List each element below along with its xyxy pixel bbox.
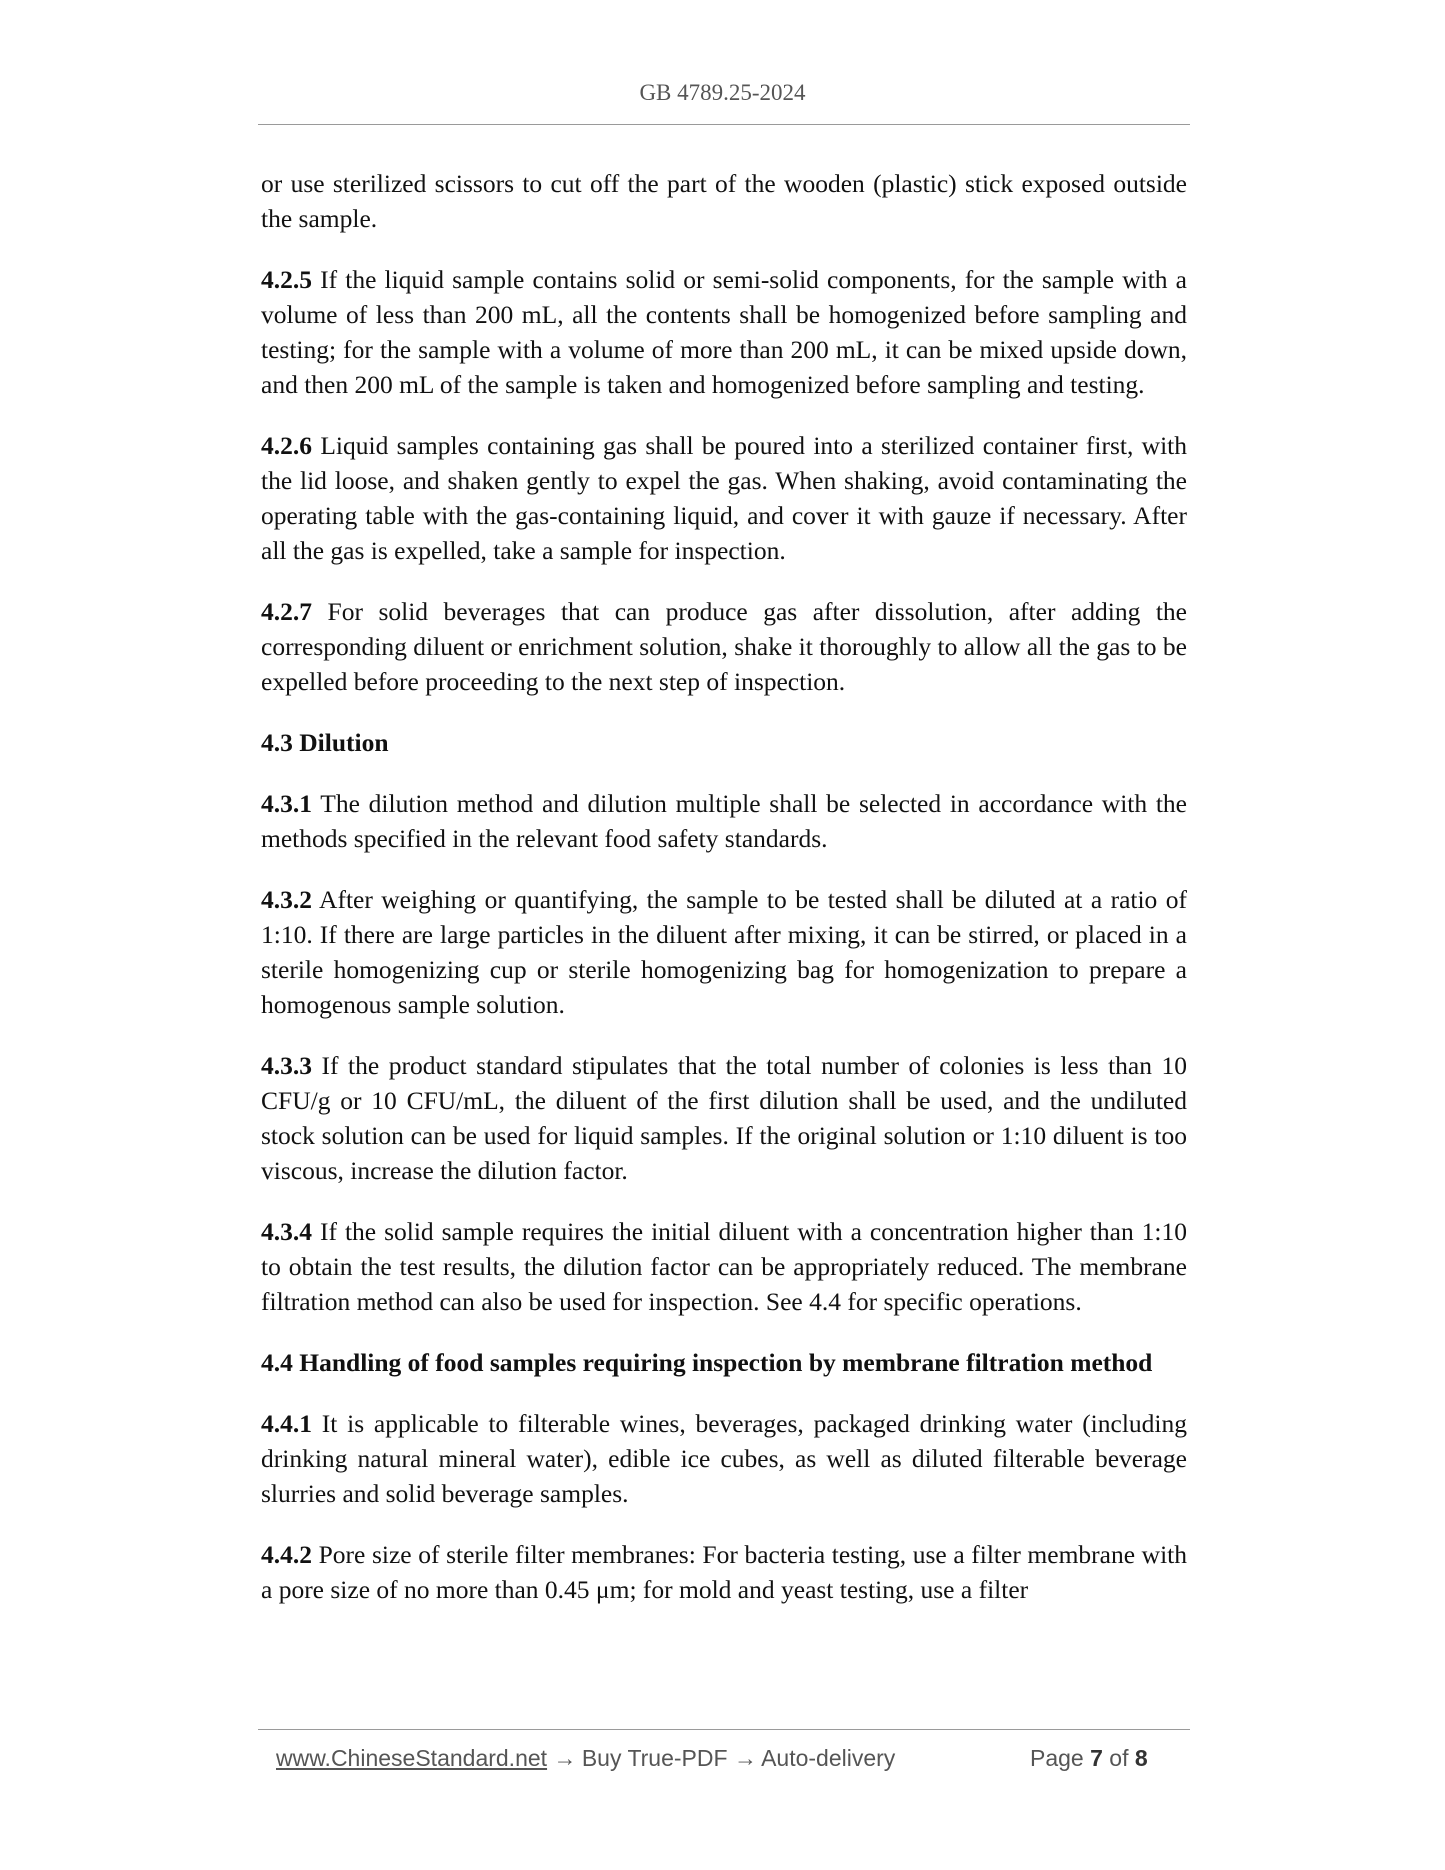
page-label: Page [1030,1745,1084,1771]
clause-4-3-1 [261,786,1187,856]
buy-pdf-link[interactable]: Buy True-PDF [581,1745,728,1771]
paragraph [261,166,1187,236]
section-heading-membrane-filtration: 4.4 Handling of food samples requiring inspection by membrane filtration method [261,1348,1153,1377]
document-body [261,166,1187,1633]
clause-number: 4.3.4 [261,1217,312,1246]
site-link[interactable]: www.ChineseStandard.net [276,1745,548,1771]
of-label: of [1109,1745,1129,1771]
clause-text: Pore size of sterile filter membranes: For bacteria testing, use a filter membrane with a pore size of no more than 0.45 μm; for mold and yeast testing, use a filter [261,1540,1187,1604]
clause-number: 4.4.2 [261,1540,312,1569]
clause-text: If the solid sample requires the initial diluent with a concentration higher than 1:10 to obtain the test results, the dilution factor can be appropriately reduced. The membrane filtration method can also be used for inspection. See 4.4 for specific operations. [261,1217,1188,1316]
page-footer [276,1745,1176,1781]
arrow-right-icon: → [553,1745,577,1771]
clause-4-2-7 [261,594,1187,699]
clause-4-2-5 [261,262,1187,402]
clause-number: 4.3.3 [261,1051,312,1080]
paragraph-text: or use sterilized scissors to cut off the part of the wooden (plastic) stick exposed outside the sample. [261,169,1187,233]
clause-text: Liquid samples containing gas shall be poured into a sterilized container first, with the lid loose, and shaken gently to expel the gas. When shaking, avoid contaminating the operating table with the gas-containing liquid, and cover it with gauze if necessary. After all the gas is expelled, take a sample for inspection. [261,431,1188,565]
clause-number: 4.4.1 [261,1409,312,1438]
clause-text: For solid beverages that can produce gas after dissolution, after adding the corresponding diluent or enrichment solution, shake it thoroughly to allow all the gas to be expelled before proceeding to the next step of inspection. [261,597,1188,696]
clause-number: 4.2.6 [261,431,312,460]
footer-divider [258,1729,1190,1730]
clause-4-4-2 [261,1537,1187,1607]
clause-number: 4.2.7 [261,597,312,626]
clause-text: If the liquid sample contains solid or semi-solid components, for the sample with a volume of less than 200 mL, all the contents shall be homogenized before sampling and testing; for the sample with a volume of more than 200 mL, it can be mixed upside down, and then 200 mL of the sample is taken and homogenized before sampling and testing. [261,265,1187,399]
clause-text: The dilution method and dilution multiple shall be selected in accordance with the methods specified in the relevant food safety standards. [261,789,1188,853]
clause-number: 4.3.2 [261,885,312,914]
clause-text: If the product standard stipulates that the total number of colonies is less than 10 CFU/g or 10 CFU/mL, the diluent of the first dilution shall be used, and the undiluted stock solution can be used for liquid samples. If the original solution or 1:10 diluent is too viscous, increase the dilution factor. [261,1051,1188,1185]
footer-links [276,1745,895,1772]
header-divider [258,124,1190,125]
clause-text: After weighing or quantifying, the sample to be tested shall be diluted at a ratio of 1:10. If there are large particles in the diluent after mixing, it can be stirred, or placed in a sterile homogenizing cup or sterile homogenizing bag for homogenization to prepare a homogenous sample solution. [261,885,1187,1019]
clause-4-4-1 [261,1406,1187,1511]
auto-delivery-text: Auto-delivery [761,1745,896,1771]
page-header: GB 4789.25-2024 [639,80,806,105]
clause-4-3-2 [261,882,1187,1022]
clause-4-2-6 [261,428,1187,568]
clause-4-3-4 [261,1214,1187,1319]
page-number [1030,1745,1148,1772]
clause-4-3-3 [261,1048,1187,1188]
section-heading-dilution: 4.3 Dilution [261,728,389,757]
arrow-right-icon: → [733,1745,757,1771]
current-page: 7 [1090,1745,1103,1771]
clause-number: 4.2.5 [261,265,312,294]
clause-number: 4.3.1 [261,789,312,818]
total-pages: 8 [1134,1745,1148,1771]
clause-text: It is applicable to filterable wines, beverages, packaged drinking water (including drinking natural mineral water), edible ice cubes, as well as diluted filterable beverage slurries and solid beverage samples. [261,1409,1188,1508]
